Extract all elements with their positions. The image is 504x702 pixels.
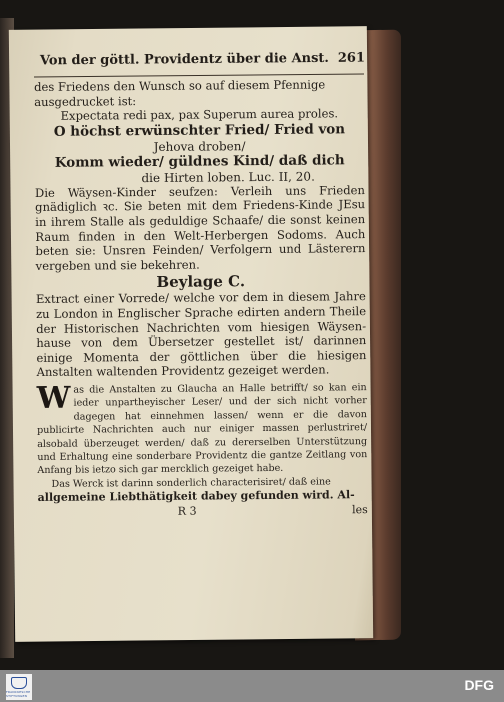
verse-line: die Hirten loben. Luc. II, 20. xyxy=(141,169,315,185)
section-heading: Beylage C. xyxy=(156,272,246,292)
running-head-title: Von der göttl. Providentz über die Anst. xyxy=(39,50,329,69)
verse-line: Jehova droben/ xyxy=(153,138,246,154)
verse-line: O höchst erwünschter Fried/ Fried von xyxy=(53,121,346,140)
body-paragraph xyxy=(37,381,368,478)
library-logo-icon xyxy=(11,677,27,689)
library-logo-text: FRANCKESCHE STIFTUNGEN xyxy=(6,689,31,698)
extract-paragraph: Extract einer Vorrede/ welche vor dem in diesem Jahre zu London in Englischer Sprache edirten andern Theile der Historischen Nachrichten vom hiesigen Wäysen-hause von dem Übersetzer gestellet ist/ darinnen einige Momenta der göttlichen über die hiesigen Anstalten waltenden Providentz gezeiget werden. xyxy=(35,289,367,380)
paragraph-orphans: Die Wäysen-Kinder seufzen: Verleih uns Frieden gnädiglich ꝛc. Sie beten mit dem Friedens-Kinde JEsu in ihrem Stalle als geduldige Schaafe/ die sonst keinen Raum finden in den Welt-Herbergen Sodoms. Auch beten sie: Unsren Feinden/ Verfolgern und Lästerern vergeben und sie bekehren. xyxy=(34,182,366,273)
text-line: des Friedens den Wunsch so auf diesem Pfennige xyxy=(34,77,326,94)
catchword: les xyxy=(352,502,368,516)
running-header xyxy=(40,51,365,74)
signature-mark: R 3 xyxy=(177,504,197,518)
page-body xyxy=(34,77,368,520)
dfg-logo[interactable]: DFG xyxy=(464,677,494,693)
text-line: allgemeine Liebthätigkeit dabey gefunden wird. Al- xyxy=(37,488,355,505)
page-footer-line xyxy=(38,503,368,520)
text-line: ausgedrucket ist: xyxy=(34,93,137,109)
body-paragraph-text: as die Anstalten zu Glaucha an Halle betrifft/ so kan ein ieder unpartheyischer Leser/ und der sich nicht vorher dagegen hat einnehmen lassen/ wenn er die davon publicirte Nachrichten auch nur einiger massen perlustriret/ alsobald überzeuget werden/ daß zu dererselben Unterstützung und Erhaltung eine sonderbare Providentz die gantze Zeitlang von Anfang bis ietzo sich gar mercklich gezeiget habe. xyxy=(37,382,368,477)
verse-line: Komm wieder/ güldnes Kind/ daß dich xyxy=(54,152,345,171)
viewer-footer-bar xyxy=(0,670,504,702)
text-line: Das Werck ist darinn sonderlich characterisiret/ daß eine xyxy=(51,476,331,490)
latin-motto: Expectata redi pax, pax Superum aurea proles. xyxy=(60,106,339,123)
drop-capital: W xyxy=(36,380,71,416)
page-number: 261 xyxy=(337,50,366,66)
library-logo[interactable] xyxy=(6,674,32,700)
